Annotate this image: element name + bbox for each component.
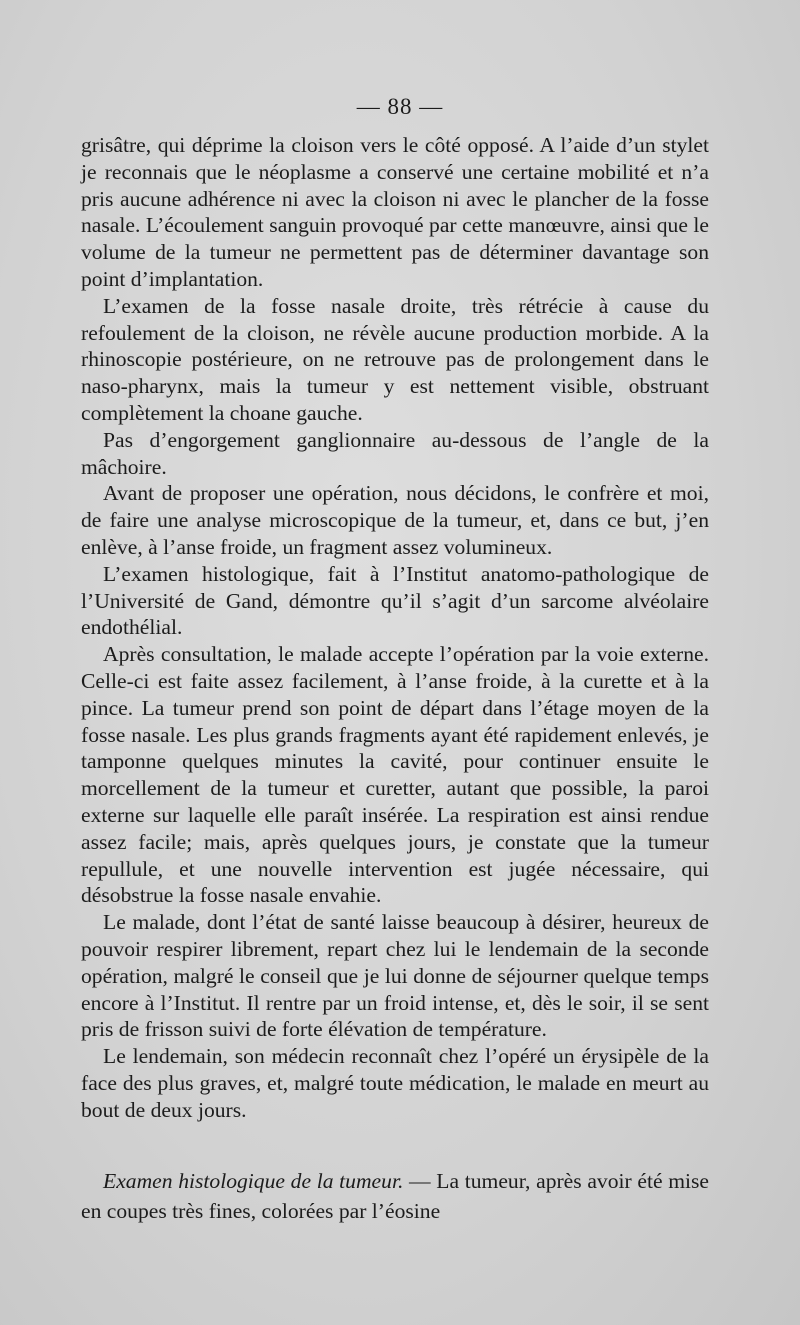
paragraph-1: grisâtre, qui déprime la cloison vers le côté opposé. A l’aide d’un stylet je reconnais que le néoplasme a conservé une certaine mobilité et n’a pris aucune adhérence ni avec la cloison ni avec le plancher de la fosse nasale. L’écoulement sanguin provoqué par cette manœuvre, ainsi que le volume de la tumeur ne permettent pas de déterminer davantage son point d’implantation. [81,133,709,291]
paragraph-5: L’examen histologique, fait à l’Institut anatomo-pathologique de l’Université de Gand, démontre qu’il s’agit d’un sarcome alvéolaire endothélial. [81,561,709,640]
paragraph-8: Le lendemain, son médecin reconnaît chez l’opéré un érysipèle de la face des plus graves, et, malgré toute médication, le malade en meurt au bout de deux jours. [81,1044,709,1122]
section-paragraph [81,1166,709,1226]
body-text [81,132,709,1123]
paragraph-2: L’examen de la fosse nasale droite, très rétrécie à cause du refoulement de la cloison, ne révèle aucune production morbide. A la rhinoscopie postérieure, on ne retrouve pas de prolongement dans le naso-pharynx, mais la tumeur y est nettement visible, obstruant complètement la choane gauche. [81,293,709,425]
paragraph-3: Pas d’engorgement ganglionnaire au-dessous de l’angle de la mâchoire. [81,427,709,479]
section-title: Examen histologique de la tumeur. [103,1169,404,1193]
paragraph-7: Le malade, dont l’état de santé laisse beaucoup à désirer, heureux de pouvoir respirer librement, repart chez lui le lendemain de la seconde opération, malgré le conseil que je lui donne de séjourner quelque temps encore à l’Institut. Il rentre par un froid intense, et, dès le soir, il se sent pris de frisson suivi de forte élévation de température. [81,910,709,1042]
paragraph-4: Avant de proposer une opération, nous décidons, le confrère et moi, de faire une analyse microscopique de la tumeur, et, dans ce but, j’en enlève, à l’anse froide, un fragment assez volumineux. [81,481,709,559]
paragraph-6: Après consultation, le malade accepte l’opération par la voie externe. Celle-ci est faite assez facilement, à l’anse froide, à la curette et à la pince. La tumeur prend son point de départ dans l’étage moyen de la fosse nasale. Les plus grands fragments ayant été rapidement enlevés, je tamponne quelques minutes la cavité, pour continuer ensuite le morcellement de la tumeur et curetter, autant que possible, la paroi externe sur laquelle elle paraît insérée. La respiration est ainsi rendue assez facile; mais, après quelques jours, je constate que la tumeur repullule, et une nouvelle intervention est jugée nécessaire, qui désobstrue la fosse nasale envahie. [81,642,709,908]
page-number: — 88 — [356,94,444,119]
section-text: — La tumeur, après avoir été mise en coupes très fines, colorées par l’éosine [81,1169,709,1223]
histology-section [81,1166,709,1226]
